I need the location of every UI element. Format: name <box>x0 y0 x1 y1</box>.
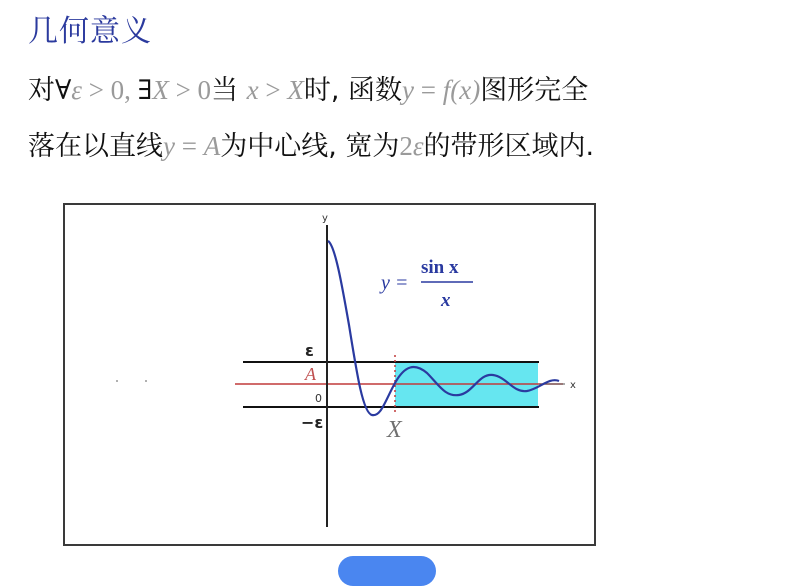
page-title: 几何意义 <box>28 14 152 49</box>
label-epsilon: ε <box>305 341 314 360</box>
text-tail-1: 图形完全 <box>480 75 589 106</box>
x-axis-label: x <box>570 380 576 391</box>
text-tail-2: 的带形区域内. <box>423 131 595 162</box>
label-neg-epsilon: −ε <box>301 413 324 432</box>
graph-svg <box>65 205 594 544</box>
epsilon-symbol: ε <box>71 75 82 105</box>
gt-zero-b: > 0 <box>168 75 212 105</box>
text-dui: 对 <box>28 75 55 106</box>
epsilon-symbol-2: ε <box>412 131 424 161</box>
graph-figure <box>63 203 596 546</box>
text-dang: 当 <box>211 75 239 106</box>
formula-lhs: y = <box>381 272 409 294</box>
num-2: 2 <box>399 131 413 161</box>
func-arg: (x) <box>450 75 481 105</box>
text-head-2: 落在以直线 <box>28 131 163 162</box>
equals-sign-2: = <box>174 131 204 161</box>
var-X: X <box>152 75 169 105</box>
gt-zero: > 0, <box>81 75 138 105</box>
label-X: X <box>387 417 402 443</box>
text-shi: 时, 函数 <box>303 75 403 106</box>
var-y-2: y <box>163 131 175 161</box>
y-axis-label: y <box>322 213 328 224</box>
equals-sign: = <box>414 75 443 105</box>
statement-line-1 <box>28 68 588 107</box>
label-zero: 0 <box>315 392 322 405</box>
statement-line-2 <box>28 124 594 163</box>
var-A: A <box>203 131 221 161</box>
stray-dot <box>145 380 147 382</box>
var-x: x <box>246 75 259 105</box>
text-mid-2: 为中心线, 宽为 <box>220 131 400 162</box>
bottom-blue-button[interactable] <box>338 556 436 586</box>
var-X-2: X <box>287 75 304 105</box>
var-y: y <box>402 75 415 105</box>
stray-dot <box>116 380 118 382</box>
formula-numerator: sin x <box>421 257 459 278</box>
formula-denominator: x <box>441 290 451 311</box>
exists-symbol: ∃ <box>137 75 153 105</box>
forall-symbol: ∀ <box>55 75 72 105</box>
func-f: f <box>442 75 451 105</box>
gt-sign: > <box>258 75 288 105</box>
label-A: A <box>305 364 316 384</box>
